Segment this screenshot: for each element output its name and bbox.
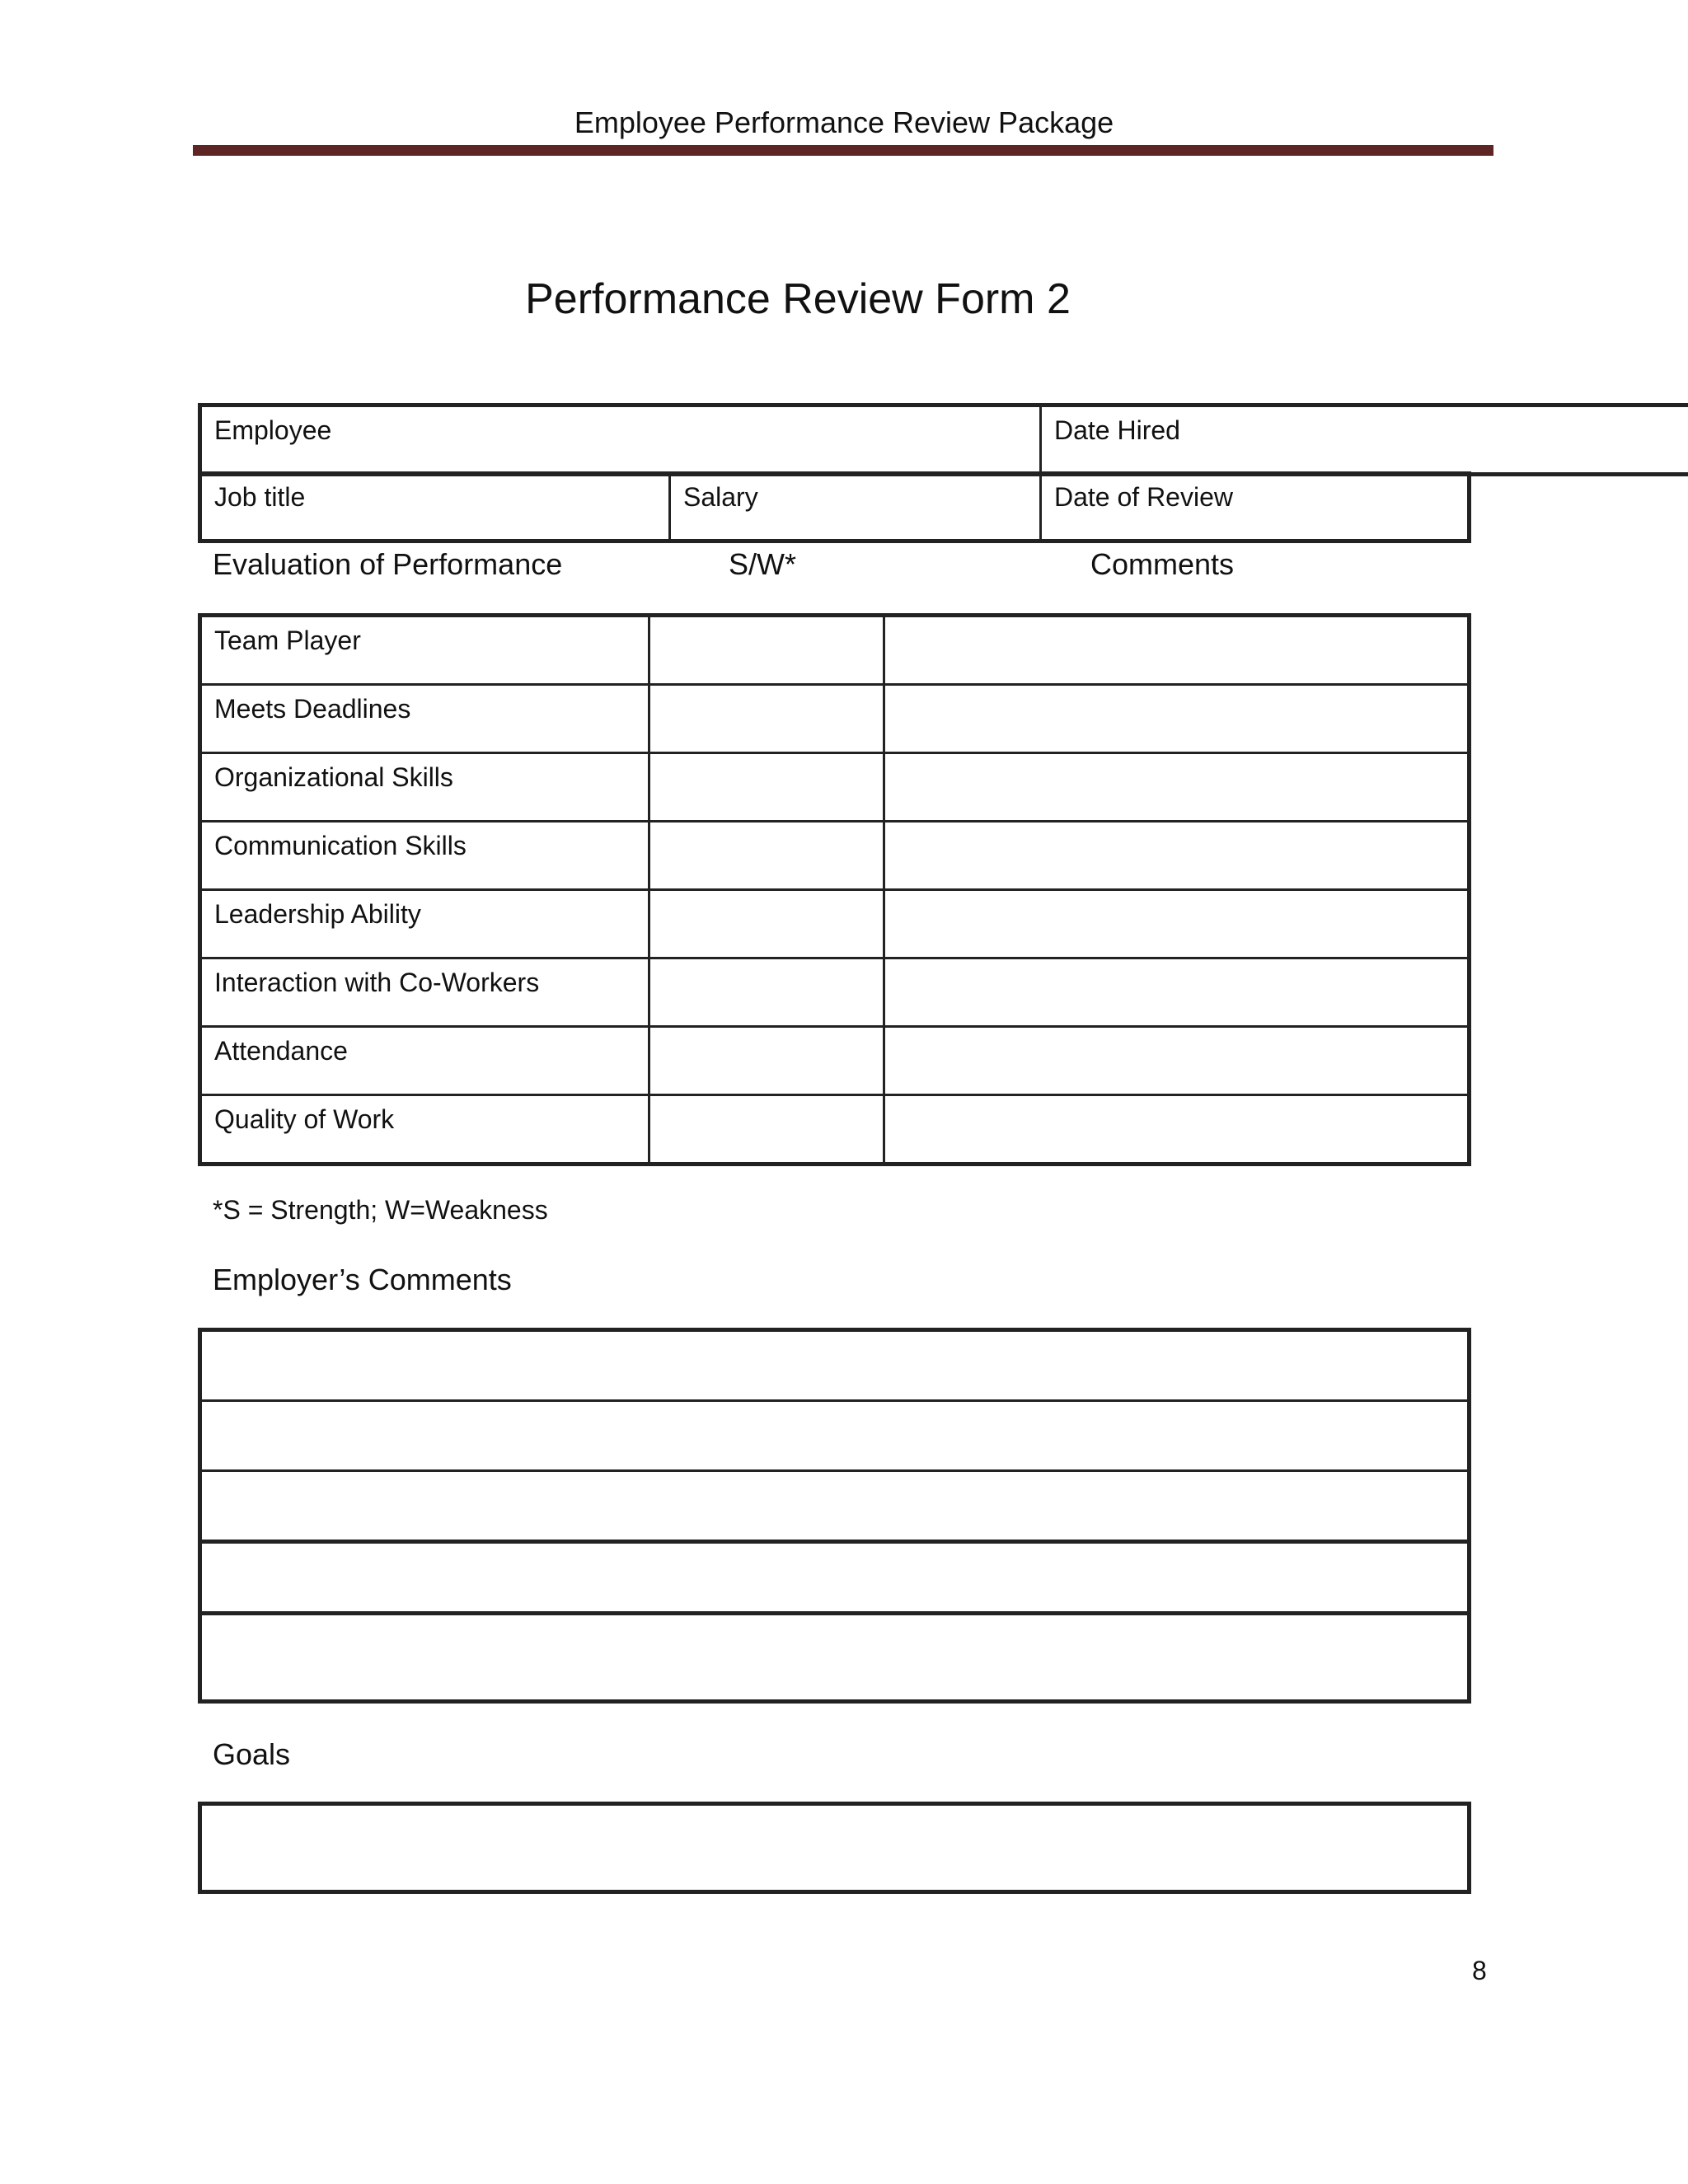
sw-rating-cell[interactable]: [649, 616, 884, 685]
criterion-label-cell: [200, 753, 649, 822]
form-title: Performance Review Form 2: [525, 275, 1071, 323]
employee-label: Employee: [214, 415, 332, 445]
table-row: [200, 958, 1470, 1027]
criterion-label-cell: [200, 1027, 649, 1095]
goals-field[interactable]: [198, 1802, 1471, 1894]
comment-cell[interactable]: [884, 753, 1470, 822]
comment-line: [200, 1471, 1470, 1542]
date-of-review-label: Date of Review: [1054, 482, 1233, 512]
comment-cell[interactable]: [884, 1027, 1470, 1095]
sw-rating-cell[interactable]: [649, 890, 884, 958]
table-row: [200, 890, 1470, 958]
salary-label: Salary: [683, 482, 758, 512]
date-hired-field[interactable]: [1041, 405, 1688, 475]
sw-heading: S/W*: [729, 547, 797, 581]
criterion-label: Team Player: [214, 626, 361, 655]
document-header-title: Employee Performance Review Package: [574, 105, 1114, 139]
salary-field[interactable]: [670, 473, 1041, 541]
table-row: [200, 616, 1470, 685]
evaluation-heading: Evaluation of Performance: [213, 547, 563, 581]
sw-rating-cell[interactable]: [649, 822, 884, 890]
employee-field[interactable]: [200, 405, 1041, 475]
criterion-label-cell: [200, 822, 649, 890]
comment-cell[interactable]: [884, 616, 1470, 685]
job-title-field[interactable]: [200, 473, 670, 541]
comment-line-cell[interactable]: [200, 1542, 1470, 1614]
criterion-label-cell: [200, 890, 649, 958]
comment-cell[interactable]: [884, 958, 1470, 1027]
employee-info-table: [198, 403, 1688, 476]
comment-line-cell[interactable]: [200, 1471, 1470, 1542]
criterion-label: Communication Skills: [214, 831, 467, 860]
comment-line-cell[interactable]: [200, 1401, 1470, 1471]
criterion-label: Meets Deadlines: [214, 694, 411, 724]
employer-comments-table: [198, 1328, 1471, 1704]
employee-info-table-row2: [198, 471, 1471, 543]
table-row: [200, 1095, 1470, 1165]
comment-line: [200, 1542, 1470, 1614]
criterion-label: Interaction with Co-Workers: [214, 968, 540, 997]
sw-rating-cell[interactable]: [649, 1027, 884, 1095]
date-hired-label: Date Hired: [1054, 415, 1180, 445]
comment-cell[interactable]: [884, 822, 1470, 890]
table-row: [200, 822, 1470, 890]
evaluation-table: [198, 613, 1471, 1166]
criterion-label-cell: [200, 1095, 649, 1165]
sw-rating-cell[interactable]: [649, 753, 884, 822]
goals-label: Goals: [213, 1737, 291, 1771]
date-of-review-field[interactable]: [1041, 473, 1470, 541]
sw-rating-cell[interactable]: [649, 958, 884, 1027]
comment-line: [200, 1614, 1470, 1702]
job-title-label: Job title: [214, 482, 306, 512]
comment-cell[interactable]: [884, 890, 1470, 958]
comment-line: [200, 1401, 1470, 1471]
comment-cell[interactable]: [884, 685, 1470, 753]
employer-comments-label: Employer’s Comments: [213, 1263, 512, 1296]
comment-cell[interactable]: [884, 1095, 1470, 1165]
comments-heading: Comments: [1090, 547, 1235, 581]
comment-line: [200, 1330, 1470, 1401]
page-number: 8: [1472, 1956, 1487, 1985]
criterion-label: Quality of Work: [214, 1104, 395, 1134]
table-row: [200, 753, 1470, 822]
comment-line-cell[interactable]: [200, 1330, 1470, 1401]
criterion-label: Attendance: [214, 1036, 348, 1066]
criterion-label-cell: [200, 616, 649, 685]
comment-line-cell[interactable]: [200, 1614, 1470, 1702]
header-divider: [193, 145, 1493, 156]
sw-rating-cell[interactable]: [649, 685, 884, 753]
sw-rating-cell[interactable]: [649, 1095, 884, 1165]
criterion-label-cell: [200, 685, 649, 753]
criterion-label: Organizational Skills: [214, 762, 453, 792]
table-row: [200, 685, 1470, 753]
criterion-label: Leadership Ability: [214, 899, 421, 929]
sw-footnote: *S = Strength; W=Weakness: [213, 1195, 548, 1225]
criterion-label-cell: [200, 958, 649, 1027]
table-row: [200, 1027, 1470, 1095]
